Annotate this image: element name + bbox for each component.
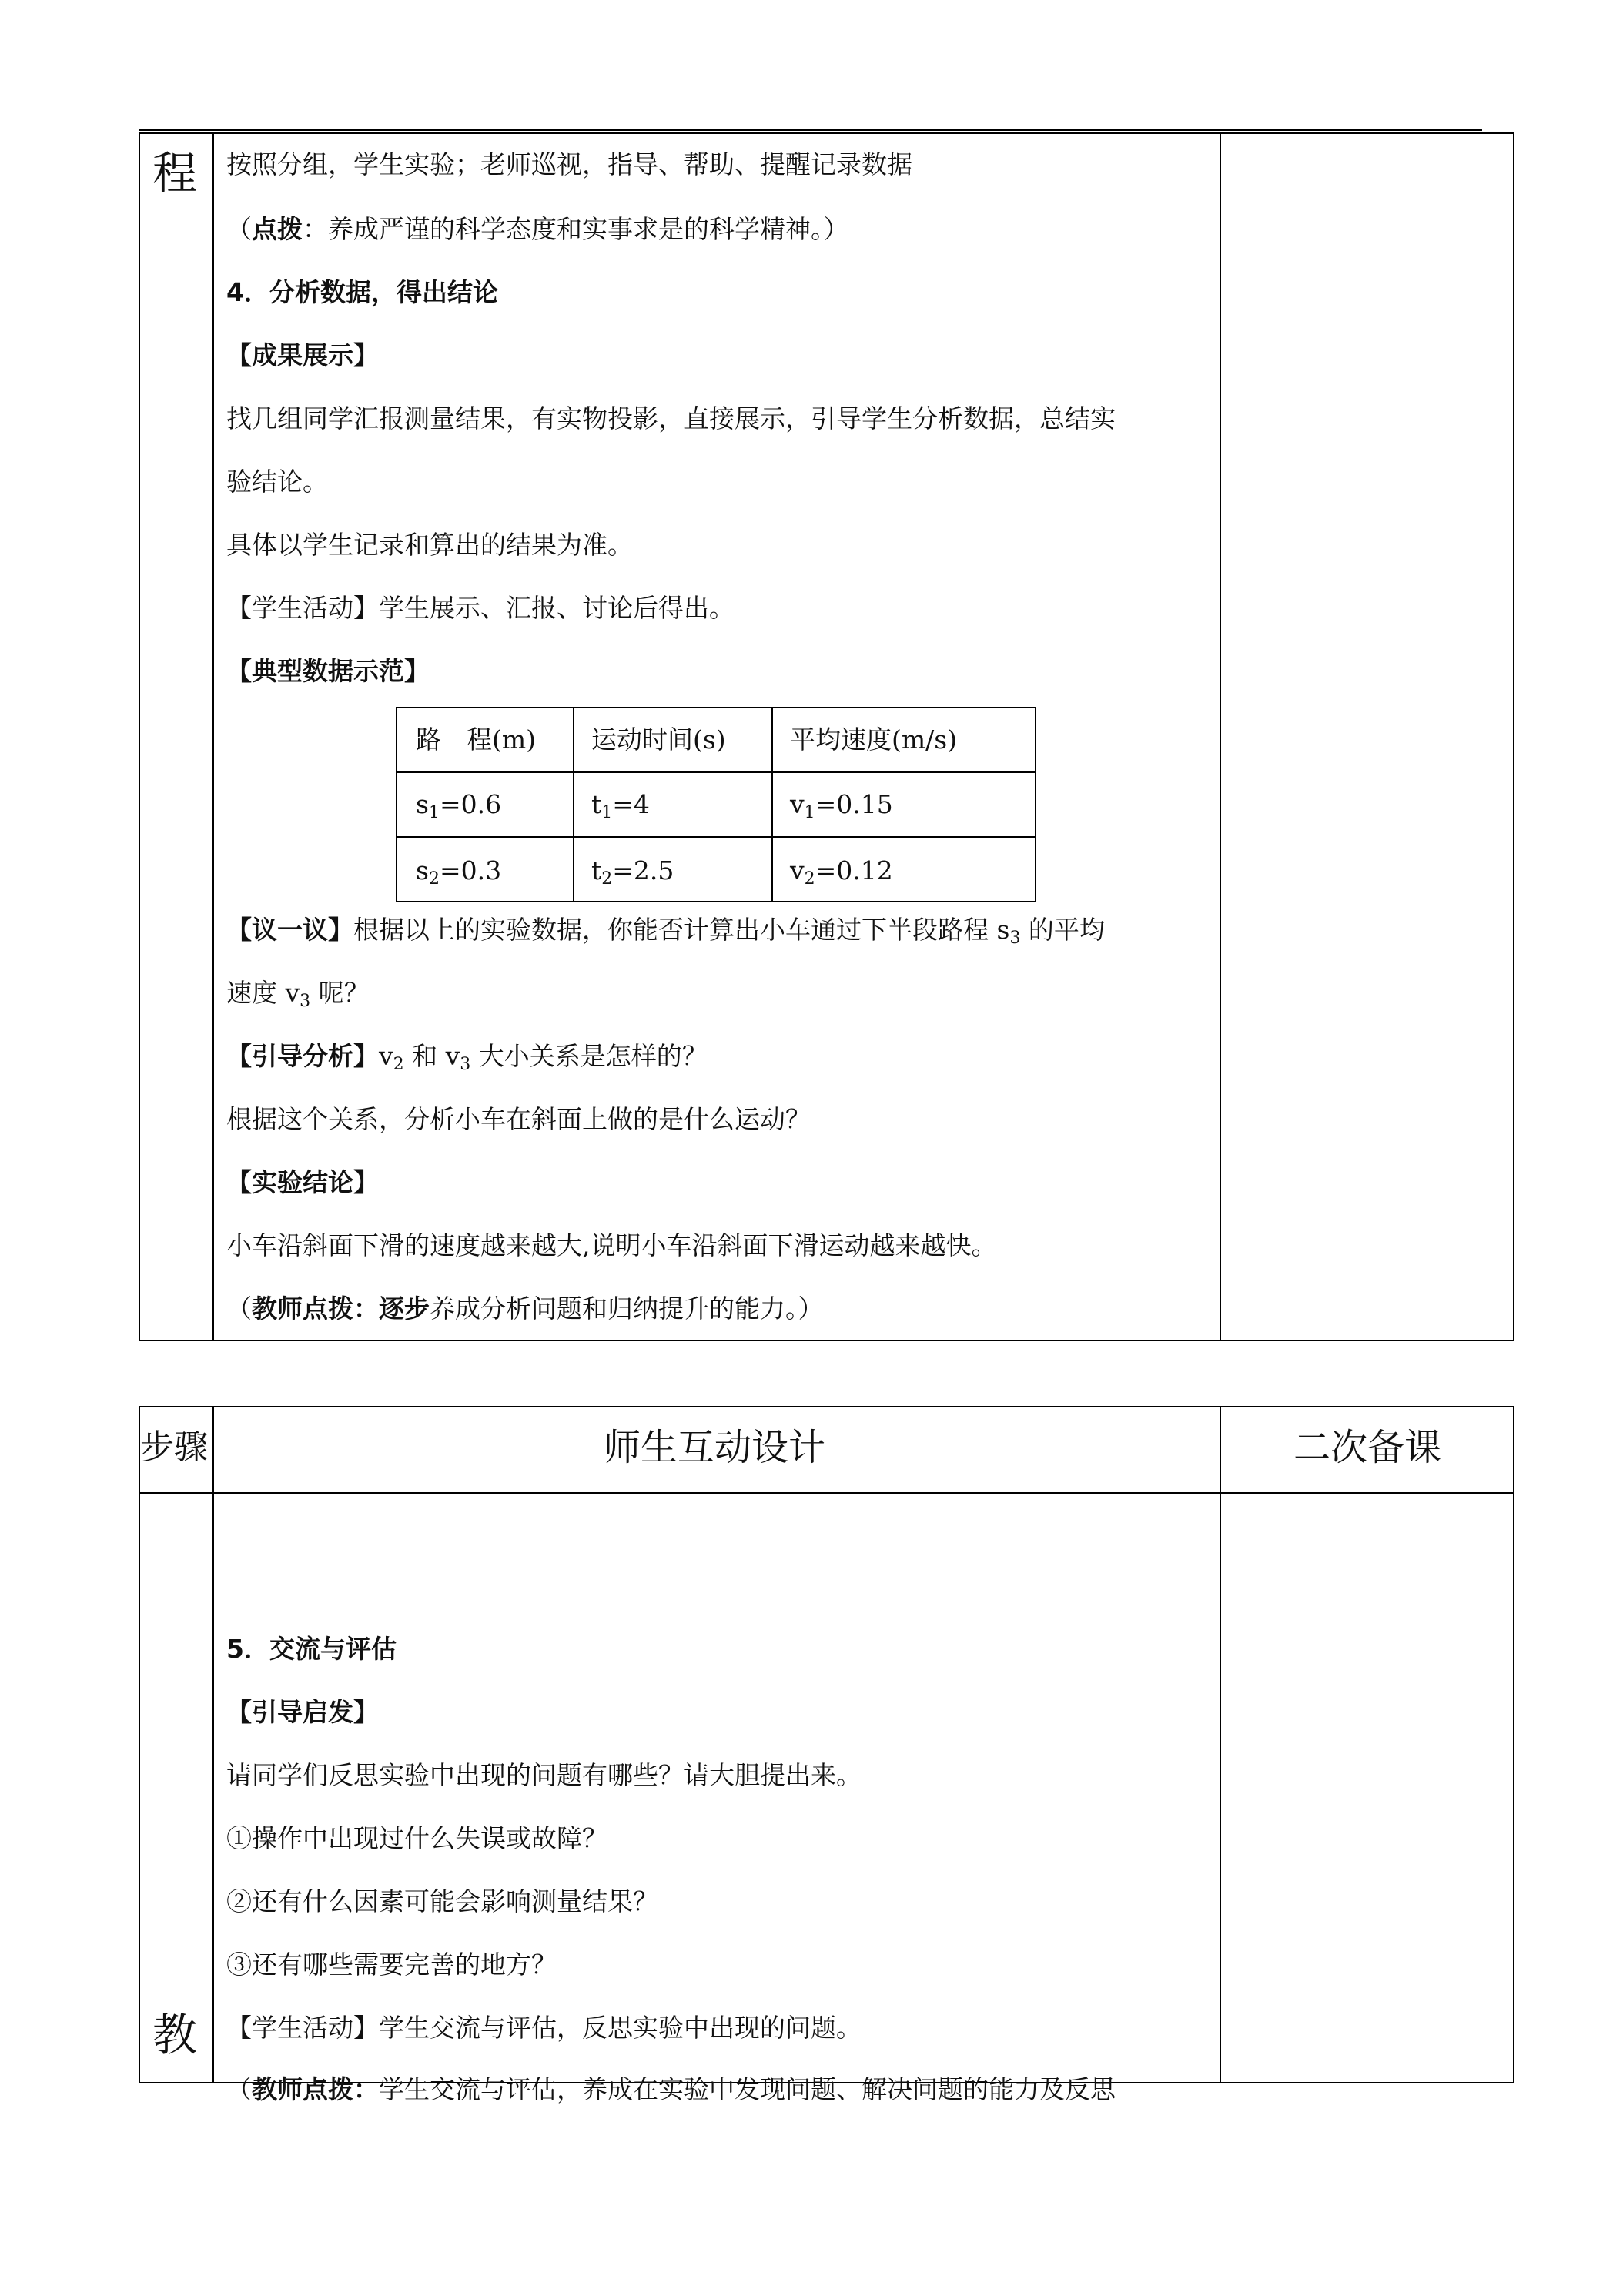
table-header-speed: 平均速度(m/s) bbox=[790, 725, 958, 755]
text-line: 请同学们反思实验中出现的问题有哪些？请大胆提出来。 bbox=[226, 1760, 862, 1790]
section-label: 【典型数据示范】 bbox=[226, 656, 430, 686]
teacher-tip-line: （教师点拨：逐步养成分析问题和归纳提升的能力。） bbox=[226, 1294, 824, 1324]
header-second-prep: 二次备课 bbox=[1293, 1426, 1442, 1469]
column-divider-2 bbox=[1220, 1407, 1221, 2082]
discussion-line-cont: 速度 $v_3$ 呢？ bbox=[226, 978, 370, 1011]
table-cell-s2: $s_2=0.3$ bbox=[416, 855, 502, 889]
discussion-line: 【议一议】根据以上的实验数据，你能否计算出小车通过下半段路程 $s_3$ 的平均 bbox=[226, 915, 1105, 948]
table-cell-v1: $v_1=0.15$ bbox=[790, 789, 893, 822]
guided-analysis-line: 【引导分析】$v_2$ 和 $v_3$ 大小关系是怎样的？ bbox=[226, 1041, 708, 1074]
section-label: 【成果展示】 bbox=[226, 340, 379, 370]
section-heading: 5．交流与评估 bbox=[226, 1634, 397, 1664]
text-line: 具体以学生记录和算出的结果为准。 bbox=[226, 530, 633, 560]
text-line: 小车沿斜面下滑的速度越来越大,说明小车沿斜面下滑运动越来越快。 bbox=[226, 1230, 997, 1260]
lesson-table-2 bbox=[139, 1406, 1514, 2083]
teacher-tip-line: （点拨：养成严谨的科学态度和实事求是的科学精神。） bbox=[226, 214, 849, 244]
teacher-tip-line: （教师点拨：学生交流与评估，养成在实验中发现问题、解决问题的能力及反思 bbox=[226, 2074, 1116, 2104]
text-line: 【学生活动】学生展示、汇报、讨论后得出。 bbox=[226, 593, 735, 623]
table-cell-t2: $t_2=2.5$ bbox=[591, 855, 674, 889]
tip-label: 教师点拨：逐步 bbox=[252, 1294, 430, 1324]
step-label: 教 bbox=[152, 2009, 198, 2061]
data-table-row-divider bbox=[397, 771, 1035, 773]
text-line: 【学生活动】学生交流与评估，反思实验中出现的问题。 bbox=[226, 2013, 862, 2043]
table-cell-s1: $s_1=0.6$ bbox=[416, 789, 502, 822]
section-label: 【实验结论】 bbox=[226, 1167, 379, 1197]
list-item: ③还有哪些需要完善的地方？ bbox=[226, 1950, 557, 1980]
section-label: 【引导启发】 bbox=[226, 1697, 379, 1727]
tip-label: 教师点拨： bbox=[252, 2074, 379, 2104]
text-line: 验结论。 bbox=[226, 467, 328, 497]
header-steps: 步骤 bbox=[140, 1427, 208, 1467]
page-top-rule bbox=[139, 129, 1482, 131]
step-label: 程 bbox=[152, 147, 198, 199]
table-cell-t1: $t_1=4$ bbox=[591, 789, 650, 822]
text-line: 根据这个关系，分析小车在斜面上做的是什么运动？ bbox=[226, 1104, 811, 1134]
header-row-divider bbox=[140, 1492, 1513, 1494]
table-cell-v2: $v_2=0.12$ bbox=[790, 855, 893, 889]
table-header-time: 运动时间(s) bbox=[591, 725, 726, 755]
data-table-col-divider bbox=[573, 708, 574, 901]
text-line: 按照分组，学生实验；老师巡视，指导、帮助、提醒记录数据 bbox=[226, 149, 912, 179]
section-heading: 4．分析数据，得出结论 bbox=[226, 277, 498, 307]
column-divider-1 bbox=[212, 1407, 214, 2082]
data-table-col-divider bbox=[771, 708, 773, 901]
list-item: ②还有什么因素可能会影响测量结果？ bbox=[226, 1886, 658, 1916]
column-divider-1 bbox=[212, 134, 214, 1340]
data-table bbox=[396, 707, 1036, 902]
header-interaction-design: 师生互动设计 bbox=[604, 1426, 826, 1469]
text-line: 找几组同学汇报测量结果，有实物投影，直接展示，引导学生分析数据，总结实 bbox=[226, 403, 1116, 433]
table-header-distance: 路 程(m) bbox=[416, 725, 537, 755]
list-item: ①操作中出现过什么失误或故障？ bbox=[226, 1823, 607, 1853]
data-table-row-divider bbox=[397, 836, 1035, 838]
column-divider-2 bbox=[1220, 134, 1221, 1340]
tip-label: 点拨 bbox=[252, 214, 303, 244]
